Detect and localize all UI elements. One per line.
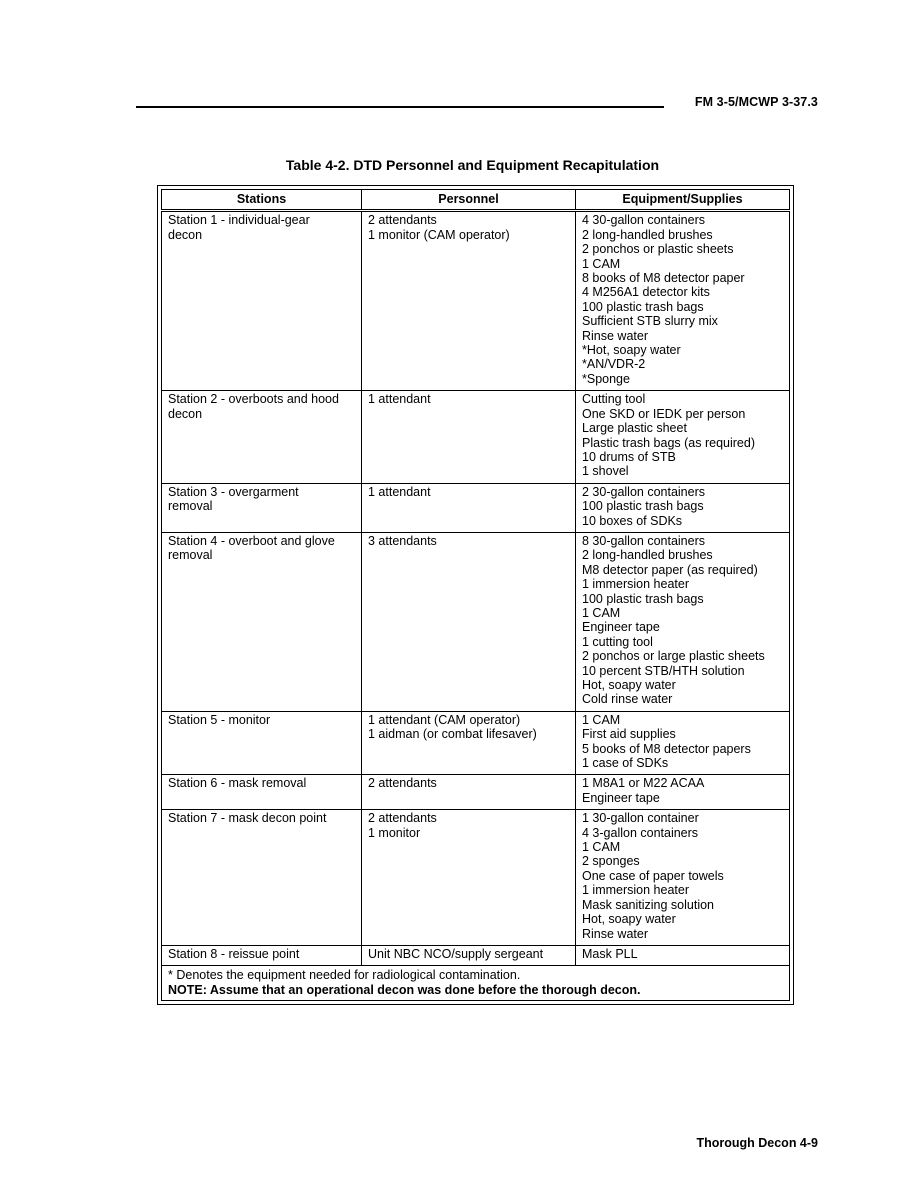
- footnote-text: * Denotes the equipment needed for radiological contamination.: [168, 968, 521, 983]
- equipment-cell-line: 1 M8A1 or M22 ACAA: [582, 776, 705, 791]
- equipment-cell-line: 1 CAM: [582, 712, 621, 727]
- personnel-cell: [362, 483, 576, 532]
- footnote-row: [162, 966, 790, 1001]
- equipment-cell-line: *AN/VDR-2: [582, 357, 646, 372]
- equipment-cell-line: 10 drums of STB: [582, 449, 676, 464]
- station-cell-line: Station 3 - overgarment: [168, 484, 299, 499]
- equipment-cell-line: 100 plastic trash bags: [582, 299, 704, 314]
- table-row: [162, 810, 790, 946]
- equipment-cell-line: 8 books of M8 detector paper: [582, 271, 745, 286]
- equipment-cell-line: M8 detector paper (as required): [582, 562, 758, 577]
- equipment-cell-line: Rinse water: [582, 328, 648, 343]
- equipment-cell-line: 4 3-gallon containers: [582, 825, 699, 840]
- personnel-cell-line: 2 attendants: [368, 213, 437, 228]
- equipment-cell-line: One SKD or IEDK per person: [582, 406, 746, 421]
- equipment-cell-line: 1 CAM: [582, 840, 621, 855]
- equipment-cell-line: 1 cutting tool: [582, 634, 653, 649]
- equipment-cell: [576, 391, 790, 483]
- page-footer: Thorough Decon 4-9: [696, 1136, 818, 1150]
- equipment-cell-line: Mask PLL: [582, 946, 638, 961]
- equipment-cell-line: Engineer tape: [582, 790, 660, 805]
- note-text: NOTE: Assume that an operational decon was done before the thorough decon.: [168, 982, 641, 997]
- personnel-cell-line: 1 monitor (CAM operator): [368, 227, 510, 242]
- equipment-cell-line: 2 sponges: [582, 854, 640, 869]
- document-id: FM 3-5/MCWP 3-37.3: [694, 95, 818, 109]
- station-cell-line: Station 6 - mask removal: [168, 776, 307, 791]
- station-cell-line: Station 4 - overboot and glove: [168, 533, 335, 548]
- equipment-cell-line: 1 30-gallon container: [582, 811, 699, 826]
- personnel-cell-line: 3 attendants: [368, 533, 437, 548]
- personnel-cell: [362, 532, 576, 711]
- equipment-cell: [576, 532, 790, 711]
- equipment-cell-line: 8 30-gallon containers: [582, 533, 705, 548]
- equipment-cell-line: Plastic trash bags (as required): [582, 435, 755, 450]
- equipment-cell-line: 2 long-handled brushes: [582, 548, 713, 563]
- station-cell: [162, 211, 362, 391]
- station-cell-line: decon: [168, 406, 203, 421]
- table-body: [162, 211, 790, 966]
- station-cell-line: Station 7 - mask decon point: [168, 811, 327, 826]
- equipment-cell-line: 1 immersion heater: [582, 577, 689, 592]
- equipment-cell: [576, 711, 790, 775]
- equipment-cell-line: *Sponge: [582, 371, 630, 386]
- equipment-cell-line: 2 long-handled brushes: [582, 227, 713, 242]
- equipment-cell-line: 10 boxes of SDKs: [582, 513, 683, 528]
- table-frame: [157, 185, 794, 1005]
- column-header-stations: Stations: [162, 190, 362, 211]
- station-cell: [162, 483, 362, 532]
- station-cell: [162, 532, 362, 711]
- equipment-cell-line: Cutting tool: [582, 392, 646, 407]
- station-cell-line: Station 8 - reissue point: [168, 946, 300, 961]
- column-header-personnel: Personnel: [362, 190, 576, 211]
- equipment-cell-line: 2 ponchos or large plastic sheets: [582, 649, 765, 664]
- equipment-cell: [576, 945, 790, 965]
- personnel-cell-line: 1 attendant: [368, 392, 431, 407]
- personnel-cell: [362, 211, 576, 391]
- table-row: [162, 945, 790, 965]
- personnel-cell-line: 2 attendants: [368, 776, 437, 791]
- header-rule: [136, 106, 664, 108]
- table-row: [162, 775, 790, 810]
- personnel-cell-line: Unit NBC NCO/supply sergeant: [368, 946, 544, 961]
- equipment-cell-line: 2 ponchos or plastic sheets: [582, 242, 734, 257]
- equipment-cell-line: Sufficient STB slurry mix: [582, 314, 718, 329]
- station-cell: [162, 391, 362, 483]
- personnel-cell: [362, 945, 576, 965]
- personnel-cell: [362, 391, 576, 483]
- personnel-cell: [362, 711, 576, 775]
- equipment-cell-line: 100 plastic trash bags: [582, 591, 704, 606]
- equipment-cell-line: 1 shovel: [582, 464, 629, 479]
- table-row: [162, 391, 790, 483]
- station-cell-line: Station 1 - individual-gear: [168, 213, 310, 228]
- equipment-cell-line: Large plastic sheet: [582, 421, 687, 436]
- equipment-cell: [576, 810, 790, 946]
- personnel-cell-line: 1 attendant (CAM operator): [368, 712, 521, 727]
- equipment-cell-line: First aid supplies: [582, 727, 676, 742]
- equipment-cell-line: 4 30-gallon containers: [582, 213, 705, 228]
- station-cell: [162, 810, 362, 946]
- column-header-equipment: Equipment/Supplies: [576, 190, 790, 211]
- equipment-cell-line: 100 plastic trash bags: [582, 499, 704, 514]
- equipment-cell-line: 1 CAM: [582, 256, 621, 271]
- equipment-cell-line: 1 CAM: [582, 605, 621, 620]
- equipment-cell-line: Rinse water: [582, 926, 648, 941]
- personnel-cell: [362, 810, 576, 946]
- table-row: [162, 711, 790, 775]
- station-cell-line: Station 2 - overboots and hood: [168, 392, 339, 407]
- equipment-cell-line: *Hot, soapy water: [582, 343, 681, 358]
- equipment-cell-line: 1 immersion heater: [582, 883, 689, 898]
- equipment-cell-line: 1 case of SDKs: [582, 756, 669, 771]
- personnel-cell: [362, 775, 576, 810]
- personnel-cell-line: 1 aidman (or combat lifesaver): [368, 727, 537, 742]
- station-cell-line: decon: [168, 227, 203, 242]
- personnel-cell-line: 2 attendants: [368, 811, 437, 826]
- equipment-cell-line: 5 books of M8 detector papers: [582, 741, 751, 756]
- station-cell: [162, 945, 362, 965]
- equipment-cell-line: One case of paper towels: [582, 868, 724, 883]
- personnel-cell-line: 1 attendant: [368, 484, 431, 499]
- equipment-cell-line: 2 30-gallon containers: [582, 484, 705, 499]
- equipment-cell-line: 4 M256A1 detector kits: [582, 285, 710, 300]
- recap-table: [161, 189, 790, 1001]
- personnel-cell-line: 1 monitor: [368, 825, 421, 840]
- station-cell-line: Station 5 - monitor: [168, 712, 271, 727]
- table-row: [162, 211, 790, 391]
- equipment-cell-line: Cold rinse water: [582, 692, 673, 707]
- equipment-cell: [576, 775, 790, 810]
- equipment-cell: [576, 211, 790, 391]
- equipment-cell-line: Hot, soapy water: [582, 912, 676, 927]
- station-cell-line: removal: [168, 499, 213, 514]
- equipment-cell-line: Engineer tape: [582, 620, 660, 635]
- equipment-cell-line: Hot, soapy water: [582, 678, 676, 692]
- table-row: [162, 532, 790, 711]
- table-header-row: [162, 190, 790, 211]
- table-row: [162, 483, 790, 532]
- station-cell: [162, 775, 362, 810]
- station-cell-line: removal: [168, 548, 213, 563]
- station-cell: [162, 711, 362, 775]
- footnote-cell: [162, 966, 790, 1001]
- equipment-cell-line: Mask sanitizing solution: [582, 897, 715, 912]
- equipment-cell-line: 10 percent STB/HTH solution: [582, 663, 745, 678]
- table-title: Table 4-2. DTD Personnel and Equipment Recapitulation: [285, 157, 660, 173]
- equipment-cell: [576, 483, 790, 532]
